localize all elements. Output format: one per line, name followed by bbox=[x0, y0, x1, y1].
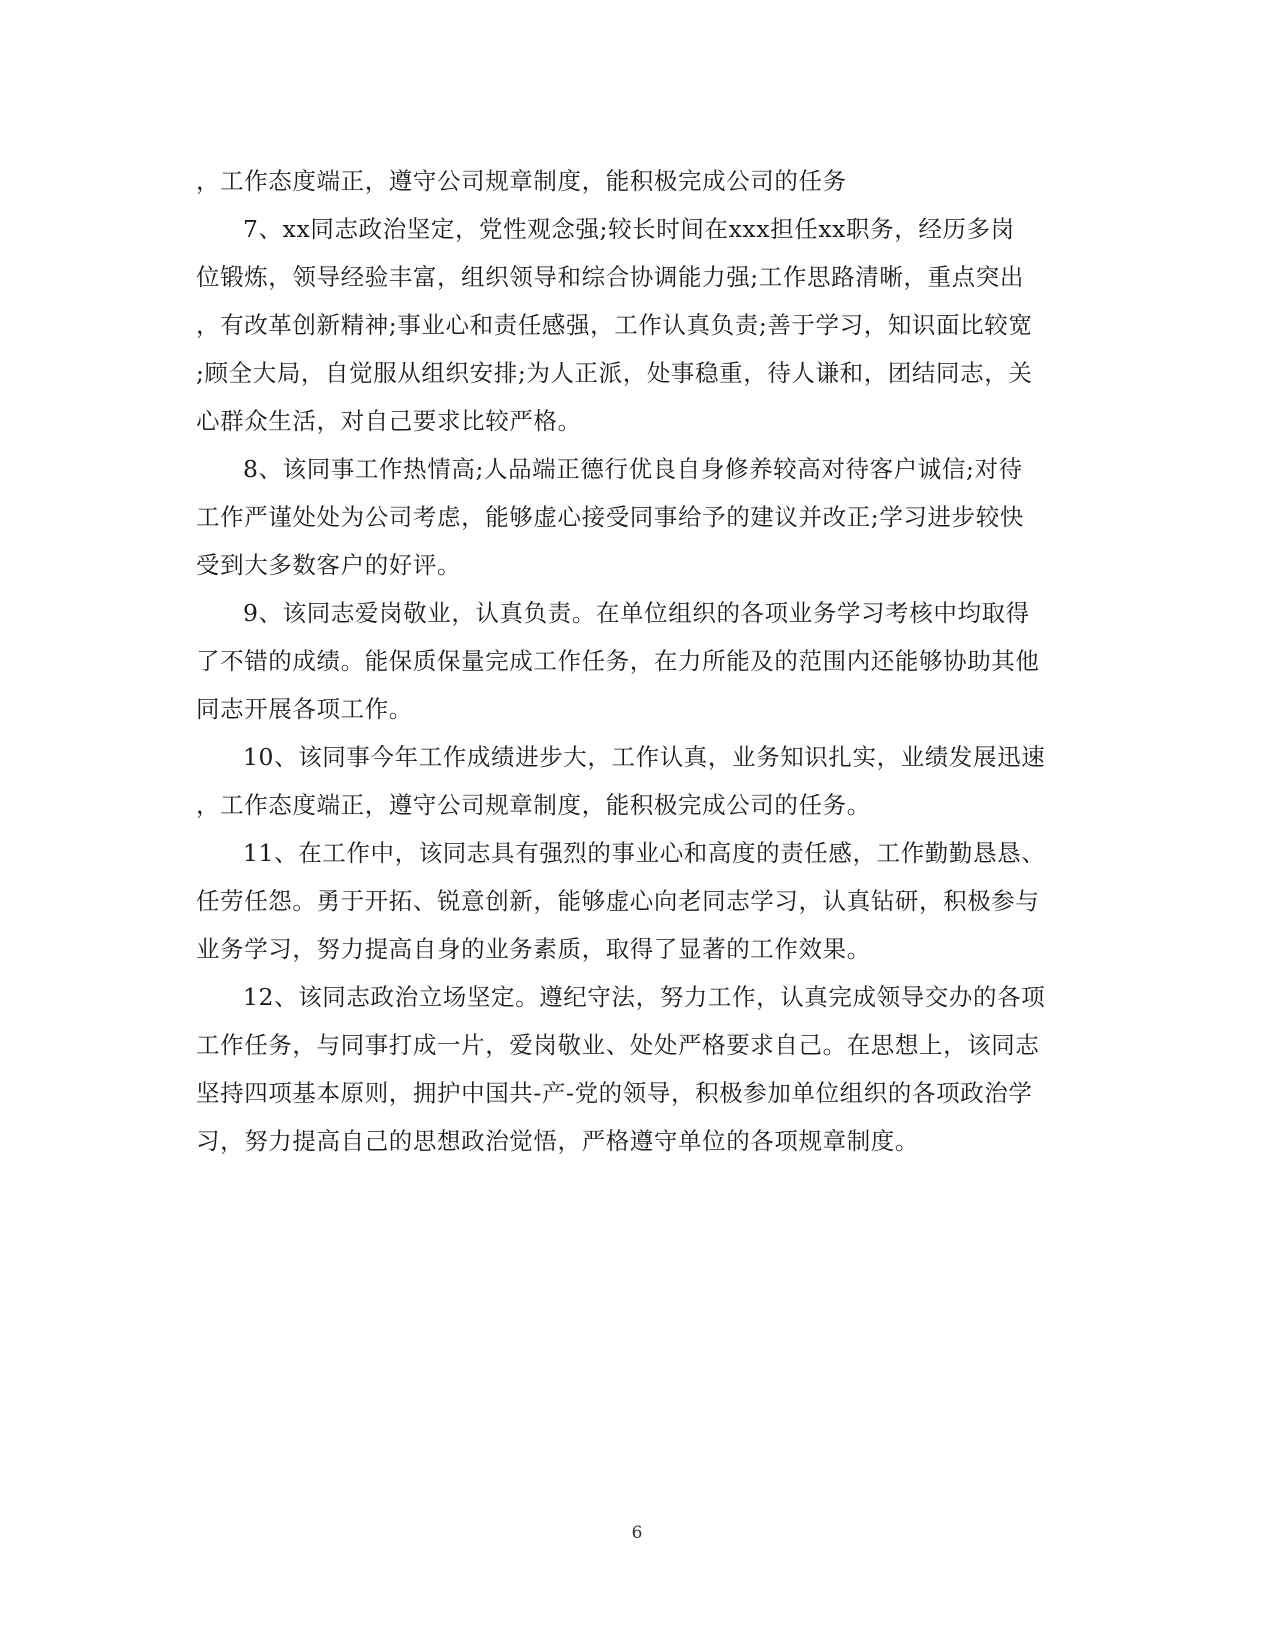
text-line: 工作严谨处处为公司考虑，能够虚心接受同事给予的建议并改正;学习进步较快 bbox=[196, 503, 1024, 531]
text-line: 工作任务，与同事打成一片，爱岗敬业、处处严格要求自己。在思想上，该同志 bbox=[196, 1031, 1040, 1059]
text-line: ;顾全大局，自觉服从组织安排;为人正派，处事稳重，待人谦和，团结同志，关 bbox=[196, 359, 1033, 387]
text-line: ，有改革创新精神;事业心和责任感强，工作认真负责;善于学习，知识面比较宽 bbox=[196, 311, 1033, 339]
text-line: 业务学习，努力提高自身的业务素质，取得了显著的工作效果。 bbox=[196, 935, 871, 963]
text-line: 任劳任怨。勇于开拓、锐意创新，能够虚心向老同志学习，认真钻研，积极参与 bbox=[196, 887, 1040, 915]
text-line: 12、该同志政治立场坚定。遵纪守法，努力工作，认真完成领导交办的各项 bbox=[243, 983, 1046, 1011]
text-line: 7、xx同志政治坚定，党性观念强;较长时间在xxx担任xx职务，经历多岗 bbox=[243, 215, 1015, 243]
text-line: ，工作态度端正，遵守公司规章制度，能积极完成公司的任务。 bbox=[196, 791, 871, 819]
text-line: 心群众生活，对自己要求比较严格。 bbox=[196, 407, 582, 435]
document-body bbox=[196, 157, 1076, 1165]
text-line: 9、该同志爱岗敬业，认真负责。在单位组织的各项业务学习考核中均取得 bbox=[243, 599, 1030, 627]
text-line: 11、在工作中，该同志具有强烈的事业心和高度的责任感，工作勤勤恳恳、 bbox=[243, 839, 1046, 867]
text-line: 10、该同事今年工作成绩进步大，工作认真，业务知识扎实，业绩发展迅速 bbox=[243, 743, 1046, 771]
text-line: 同志开展各项工作。 bbox=[196, 695, 413, 723]
text-line: 位锻炼，领导经验丰富，组织领导和综合协调能力强;工作思路清晰，重点突出 bbox=[196, 263, 1024, 291]
text-line: ，工作态度端正，遵守公司规章制度，能积极完成公司的任务 bbox=[196, 167, 847, 195]
text-line: 了不错的成绩。能保质保量完成工作任务，在力所能及的范围内还能够协助其他 bbox=[196, 647, 1040, 675]
page-number: 6 bbox=[631, 1523, 643, 1543]
text-line: 习，努力提高自己的思想政治觉悟，严格遵守单位的各项规章制度。 bbox=[196, 1127, 919, 1155]
text-line: 坚持四项基本原则，拥护中国共-产-党的领导，积极参加单位组织的各项政治学 bbox=[196, 1079, 1033, 1107]
text-line: 8、该同事工作热情高;人品端正德行优良自身修养较高对待客户诚信;对待 bbox=[243, 455, 1023, 483]
text-line: 受到大多数客户的好评。 bbox=[196, 551, 462, 579]
